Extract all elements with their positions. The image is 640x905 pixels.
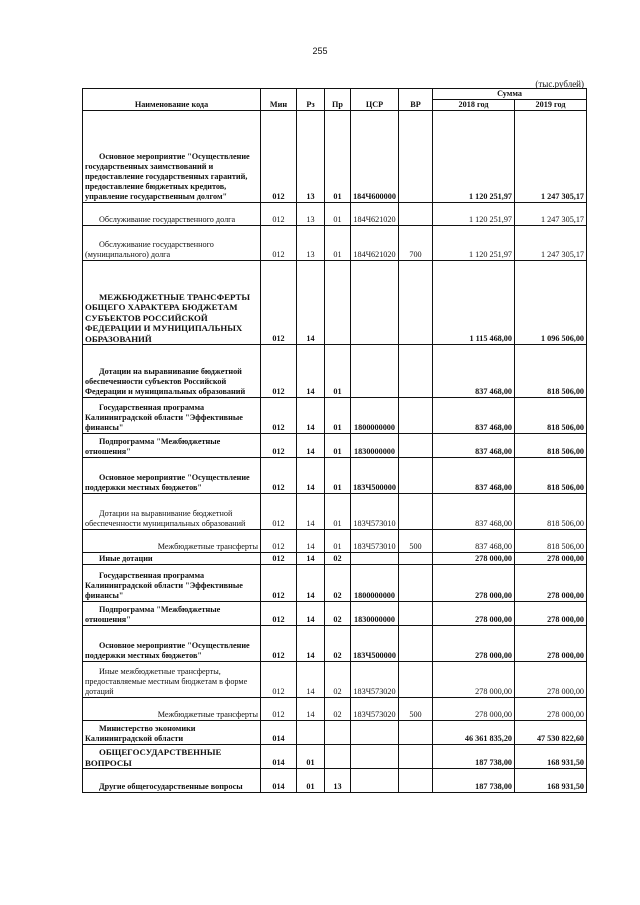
row-sum-2018: 278 000,00 (433, 565, 515, 602)
row-sum-2019: 168 931,50 (515, 745, 587, 769)
table-row (83, 565, 587, 602)
row-sum-2018: 1 120 251,97 (433, 226, 515, 261)
row-sum-2018: 837 468,00 (433, 398, 515, 434)
row-csr (351, 345, 399, 398)
row-sum-2018: 1 115 468,00 (433, 261, 515, 345)
row-min: 012 (261, 458, 297, 494)
row-name: Подпрограмма "Межбюджетные отношения" (83, 434, 261, 458)
header-rz: Рз (297, 89, 325, 111)
table-row (83, 721, 587, 745)
row-min: 012 (261, 662, 297, 698)
row-min: 014 (261, 721, 297, 745)
row-name: Обслуживание государственного долга (83, 203, 261, 226)
row-sum-2019: 278 000,00 (515, 602, 587, 626)
row-csr: 1830000000 (351, 602, 399, 626)
row-pr: 01 (325, 398, 351, 434)
table-row (83, 458, 587, 494)
row-vr (399, 565, 433, 602)
row-sum-2018: 46 361 835,20 (433, 721, 515, 745)
row-csr: 1800000000 (351, 398, 399, 434)
row-name: Межбюджетные трансферты (83, 698, 261, 721)
header-sum: Сумма (433, 89, 587, 100)
row-vr (399, 769, 433, 793)
row-name: Основное мероприятие "Осуществление поддержки местных бюджетов" (83, 626, 261, 662)
row-min: 012 (261, 602, 297, 626)
units-label: (тыс.рублей) (535, 79, 584, 89)
row-sum-2019: 818 506,00 (515, 458, 587, 494)
row-pr: 02 (325, 565, 351, 602)
row-csr: 183Ч573010 (351, 494, 399, 530)
row-sum-2019: 47 530 822,60 (515, 721, 587, 745)
row-pr (325, 721, 351, 745)
row-csr: 184Ч621020 (351, 226, 399, 261)
row-name: Подпрограмма "Межбюджетные отношения" (83, 602, 261, 626)
row-pr: 02 (325, 553, 351, 565)
row-csr: 183Ч573020 (351, 662, 399, 698)
budget-table (82, 88, 587, 793)
row-pr: 01 (325, 226, 351, 261)
table-row (83, 398, 587, 434)
row-vr: 500 (399, 530, 433, 553)
table-row (83, 745, 587, 769)
row-min: 012 (261, 698, 297, 721)
row-csr (351, 553, 399, 565)
table-row (83, 769, 587, 793)
row-csr (351, 721, 399, 745)
row-csr: 1800000000 (351, 565, 399, 602)
row-min: 012 (261, 398, 297, 434)
row-name: Основное мероприятие "Осуществление поддержки местных бюджетов" (83, 458, 261, 494)
row-vr (399, 434, 433, 458)
row-rz: 14 (297, 261, 325, 345)
row-name: Дотации на выравнивание бюджетной обеспеченности муниципальных образований (83, 494, 261, 530)
row-sum-2019: 818 506,00 (515, 434, 587, 458)
row-sum-2019: 168 931,50 (515, 769, 587, 793)
table-row (83, 494, 587, 530)
page-number: 255 (312, 46, 328, 56)
row-csr (351, 769, 399, 793)
row-vr (399, 745, 433, 769)
row-vr (399, 721, 433, 745)
row-sum-2018: 187 738,00 (433, 745, 515, 769)
table-row (83, 662, 587, 698)
row-rz: 01 (297, 745, 325, 769)
row-vr (399, 494, 433, 530)
row-pr (325, 745, 351, 769)
row-sum-2018: 837 468,00 (433, 434, 515, 458)
header-2019: 2019 год (515, 100, 587, 111)
row-rz: 14 (297, 434, 325, 458)
row-name: Дотации на выравнивание бюджетной обеспеченности субъектов Российской Федерации и муниципальных образований (83, 345, 261, 398)
row-sum-2019: 278 000,00 (515, 626, 587, 662)
row-csr: 184Ч600000 (351, 111, 399, 203)
row-min: 012 (261, 226, 297, 261)
row-sum-2018: 278 000,00 (433, 662, 515, 698)
row-sum-2018: 1 120 251,97 (433, 203, 515, 226)
row-min: 012 (261, 434, 297, 458)
row-rz: 14 (297, 626, 325, 662)
row-sum-2019: 278 000,00 (515, 698, 587, 721)
row-pr: 02 (325, 662, 351, 698)
row-min: 014 (261, 769, 297, 793)
row-rz: 01 (297, 769, 325, 793)
row-csr (351, 261, 399, 345)
table-row (83, 626, 587, 662)
row-rz: 14 (297, 458, 325, 494)
table-row (83, 261, 587, 345)
row-rz: 14 (297, 602, 325, 626)
row-pr: 01 (325, 494, 351, 530)
row-min: 012 (261, 626, 297, 662)
table-row (83, 345, 587, 398)
row-sum-2018: 837 468,00 (433, 530, 515, 553)
row-rz: 14 (297, 662, 325, 698)
row-sum-2018: 837 468,00 (433, 345, 515, 398)
table-body (83, 111, 587, 793)
row-name: Иные дотации (83, 553, 261, 565)
row-rz (297, 721, 325, 745)
row-min: 012 (261, 565, 297, 602)
row-vr: 700 (399, 226, 433, 261)
row-name: ОБЩЕГОСУДАРСТВЕННЫЕ ВОПРОСЫ (83, 745, 261, 769)
header-2018: 2018 год (433, 100, 515, 111)
row-min: 012 (261, 203, 297, 226)
header-row-1 (83, 89, 587, 100)
table-row (83, 602, 587, 626)
row-csr: 1830000000 (351, 434, 399, 458)
row-vr (399, 203, 433, 226)
row-name: Государственная программа Калининградской области "Эффективные финансы" (83, 565, 261, 602)
row-pr: 02 (325, 602, 351, 626)
row-min: 012 (261, 111, 297, 203)
row-rz: 13 (297, 203, 325, 226)
header-name: Наименование кода (83, 89, 261, 111)
row-pr: 01 (325, 111, 351, 203)
row-sum-2018: 837 468,00 (433, 494, 515, 530)
table-row (83, 434, 587, 458)
row-sum-2019: 278 000,00 (515, 662, 587, 698)
row-vr (399, 261, 433, 345)
row-min: 012 (261, 553, 297, 565)
row-pr: 01 (325, 345, 351, 398)
table-row (83, 530, 587, 553)
row-sum-2018: 278 000,00 (433, 698, 515, 721)
row-sum-2019: 818 506,00 (515, 530, 587, 553)
row-name: МЕЖБЮДЖЕТНЫЕ ТРАНСФЕРТЫ ОБЩЕГО ХАРАКТЕРА БЮДЖЕТАМ СУБЪЕКТОВ РОССИЙСКОЙ ФЕДЕРАЦИИ И МУНИЦИПАЛЬНЫХ ОБРАЗОВАНИЙ (83, 261, 261, 345)
row-name: Иные межбюджетные трансферты, предоставляемые местным бюджетам в форме дотаций (83, 662, 261, 698)
row-name: Министерство экономики Калининградской области (83, 721, 261, 745)
row-pr: 01 (325, 434, 351, 458)
row-vr (399, 662, 433, 698)
row-vr (399, 345, 433, 398)
row-sum-2018: 278 000,00 (433, 602, 515, 626)
row-name: Основное мероприятие "Осуществление государственных заимствований и предоставление государственных гарантий, предоставление бюджетных кредитов, управление государственным долгом" (83, 111, 261, 203)
row-sum-2019: 1 247 305,17 (515, 203, 587, 226)
row-sum-2018: 1 120 251,97 (433, 111, 515, 203)
row-min: 014 (261, 745, 297, 769)
row-vr (399, 602, 433, 626)
row-rz: 13 (297, 111, 325, 203)
row-pr: 01 (325, 458, 351, 494)
row-vr (399, 553, 433, 565)
row-sum-2019: 1 247 305,17 (515, 111, 587, 203)
row-sum-2019: 818 506,00 (515, 398, 587, 434)
row-sum-2019: 1 247 305,17 (515, 226, 587, 261)
row-sum-2018: 187 738,00 (433, 769, 515, 793)
row-rz: 14 (297, 345, 325, 398)
row-min: 012 (261, 530, 297, 553)
row-vr: 500 (399, 698, 433, 721)
row-sum-2018: 278 000,00 (433, 553, 515, 565)
header-min: Мин (261, 89, 297, 111)
row-rz: 14 (297, 530, 325, 553)
row-sum-2019: 278 000,00 (515, 553, 587, 565)
row-name: Государственная программа Калининградской области "Эффективные финансы" (83, 398, 261, 434)
row-csr: 183Ч500000 (351, 626, 399, 662)
row-rz: 14 (297, 698, 325, 721)
row-min: 012 (261, 494, 297, 530)
row-sum-2019: 818 506,00 (515, 345, 587, 398)
row-csr (351, 745, 399, 769)
row-csr: 184Ч621020 (351, 203, 399, 226)
row-min: 012 (261, 345, 297, 398)
row-pr: 02 (325, 698, 351, 721)
table-row (83, 111, 587, 203)
row-sum-2019: 278 000,00 (515, 565, 587, 602)
header-csr: ЦСР (351, 89, 399, 111)
row-sum-2019: 1 096 506,00 (515, 261, 587, 345)
row-name: Другие общегосударственные вопросы (83, 769, 261, 793)
row-pr: 01 (325, 203, 351, 226)
row-rz: 14 (297, 398, 325, 434)
row-vr (399, 111, 433, 203)
row-vr (399, 626, 433, 662)
row-pr: 01 (325, 530, 351, 553)
row-sum-2018: 278 000,00 (433, 626, 515, 662)
row-sum-2018: 837 468,00 (433, 458, 515, 494)
header-vr: ВР (399, 89, 433, 111)
row-rz: 14 (297, 565, 325, 602)
table-row (83, 553, 587, 565)
row-pr: 13 (325, 769, 351, 793)
row-min: 012 (261, 261, 297, 345)
row-csr: 183Ч573010 (351, 530, 399, 553)
header-pr: Пр (325, 89, 351, 111)
row-sum-2019: 818 506,00 (515, 494, 587, 530)
row-pr: 02 (325, 626, 351, 662)
row-pr (325, 261, 351, 345)
table-row (83, 698, 587, 721)
row-vr (399, 458, 433, 494)
row-rz: 13 (297, 226, 325, 261)
table-row (83, 203, 587, 226)
row-rz: 14 (297, 553, 325, 565)
row-vr (399, 398, 433, 434)
table-row (83, 226, 587, 261)
row-rz: 14 (297, 494, 325, 530)
row-name: Обслуживание государственного (муниципального) долга (83, 226, 261, 261)
row-name: Межбюджетные трансферты (83, 530, 261, 553)
row-csr: 183Ч500000 (351, 458, 399, 494)
row-csr: 183Ч573020 (351, 698, 399, 721)
